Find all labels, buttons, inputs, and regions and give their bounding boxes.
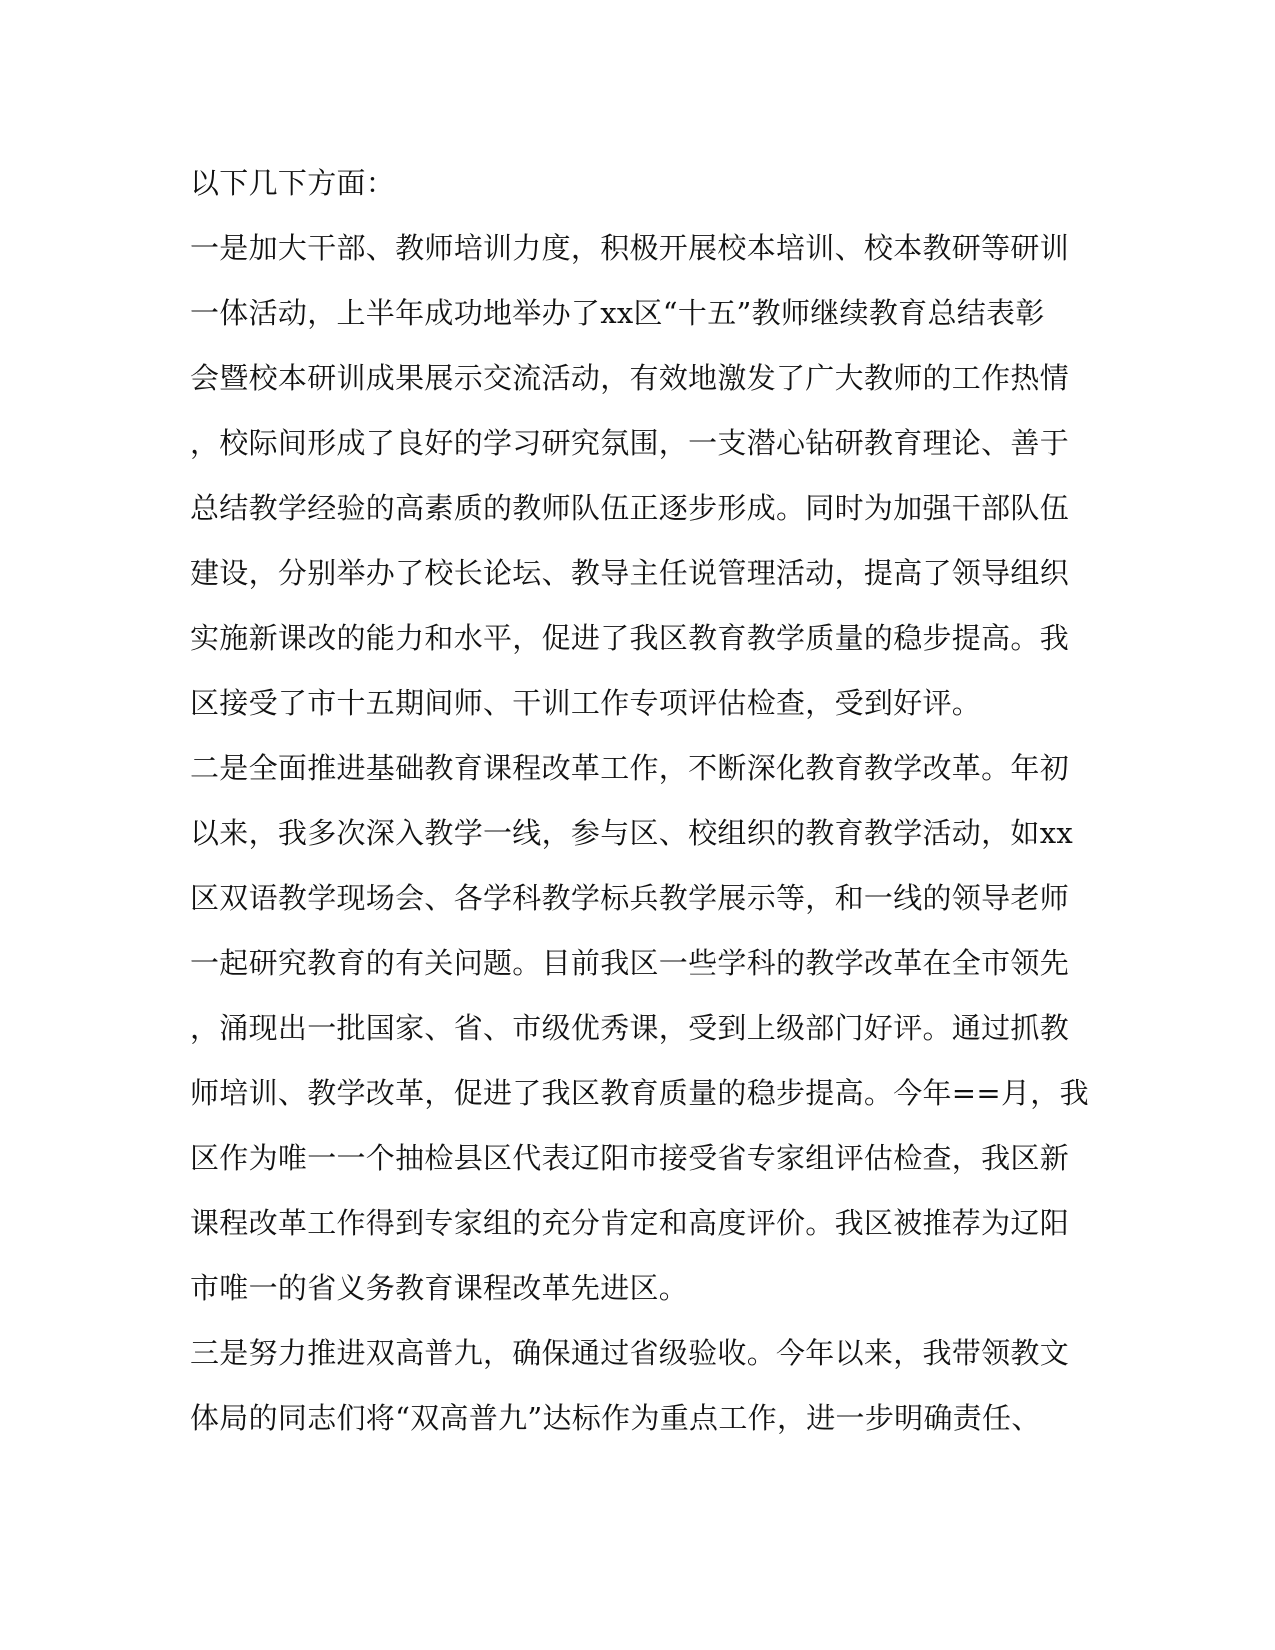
text-line: 以下几下方面： (190, 166, 396, 200)
text-line: ，校际间形成了良好的学习研究氛围，一支潜心钻研教育理论、善于 (190, 426, 1070, 460)
text-line: 以来，我多次深入教学一线，参与区、校组织的教育教学活动，如xx (190, 816, 1074, 850)
text-line: 区接受了市十五期间师、干训工作专项评估检查，受到好评。 (190, 686, 982, 720)
text-line: 实施新课改的能力和水平，促进了我区教育教学质量的稳步提高。我 (190, 621, 1070, 655)
text-line: 建设，分别举办了校长论坛、教导主任说管理活动，提高了领导组织 (190, 556, 1070, 590)
text-line: 会暨校本研训成果展示交流活动，有效地激发了广大教师的工作热情 (190, 361, 1070, 395)
text-line: 总结教学经验的高素质的教师队伍正逐步形成。同时为加强干部队伍 (190, 491, 1070, 525)
text-line: 师培训、教学改革，促进了我区教育质量的稳步提高。今年==月，我 (190, 1076, 1089, 1110)
text-line: 体局的同志们将“双高普九”达标作为重点工作，进一步明确责任、 (190, 1401, 1041, 1435)
document-body (190, 161, 1089, 1461)
text-line: 市唯一的省义务教育课程改革先进区。 (190, 1271, 689, 1305)
text-line: 二是全面推进基础教育课程改革工作，不断深化教育教学改革。年初 (190, 751, 1070, 785)
text-line: ，涌现出一批国家、省、市级优秀课，受到上级部门好评。通过抓教 (190, 1011, 1070, 1045)
text-line: 课程改革工作得到专家组的充分肯定和高度评价。我区被推荐为辽阳 (190, 1206, 1070, 1240)
text-line: 三是努力推进双高普九，确保通过省级验收。今年以来，我带领教文 (190, 1336, 1070, 1370)
text-line: 区作为唯一一个抽检县区代表辽阳市接受省专家组评估检查，我区新 (190, 1141, 1070, 1175)
text-line: 一是加大干部、教师培训力度，积极开展校本培训、校本教研等研训 (190, 231, 1070, 265)
text-line: 区双语教学现场会、各学科教学标兵教学展示等，和一线的领导老师 (190, 881, 1070, 915)
text-line: 一起研究教育的有关问题。目前我区一些学科的教学改革在全市领先 (190, 946, 1070, 980)
text-line: 一体活动，上半年成功地举办了xx区“十五”教师继续教育总结表彰 (190, 296, 1045, 330)
